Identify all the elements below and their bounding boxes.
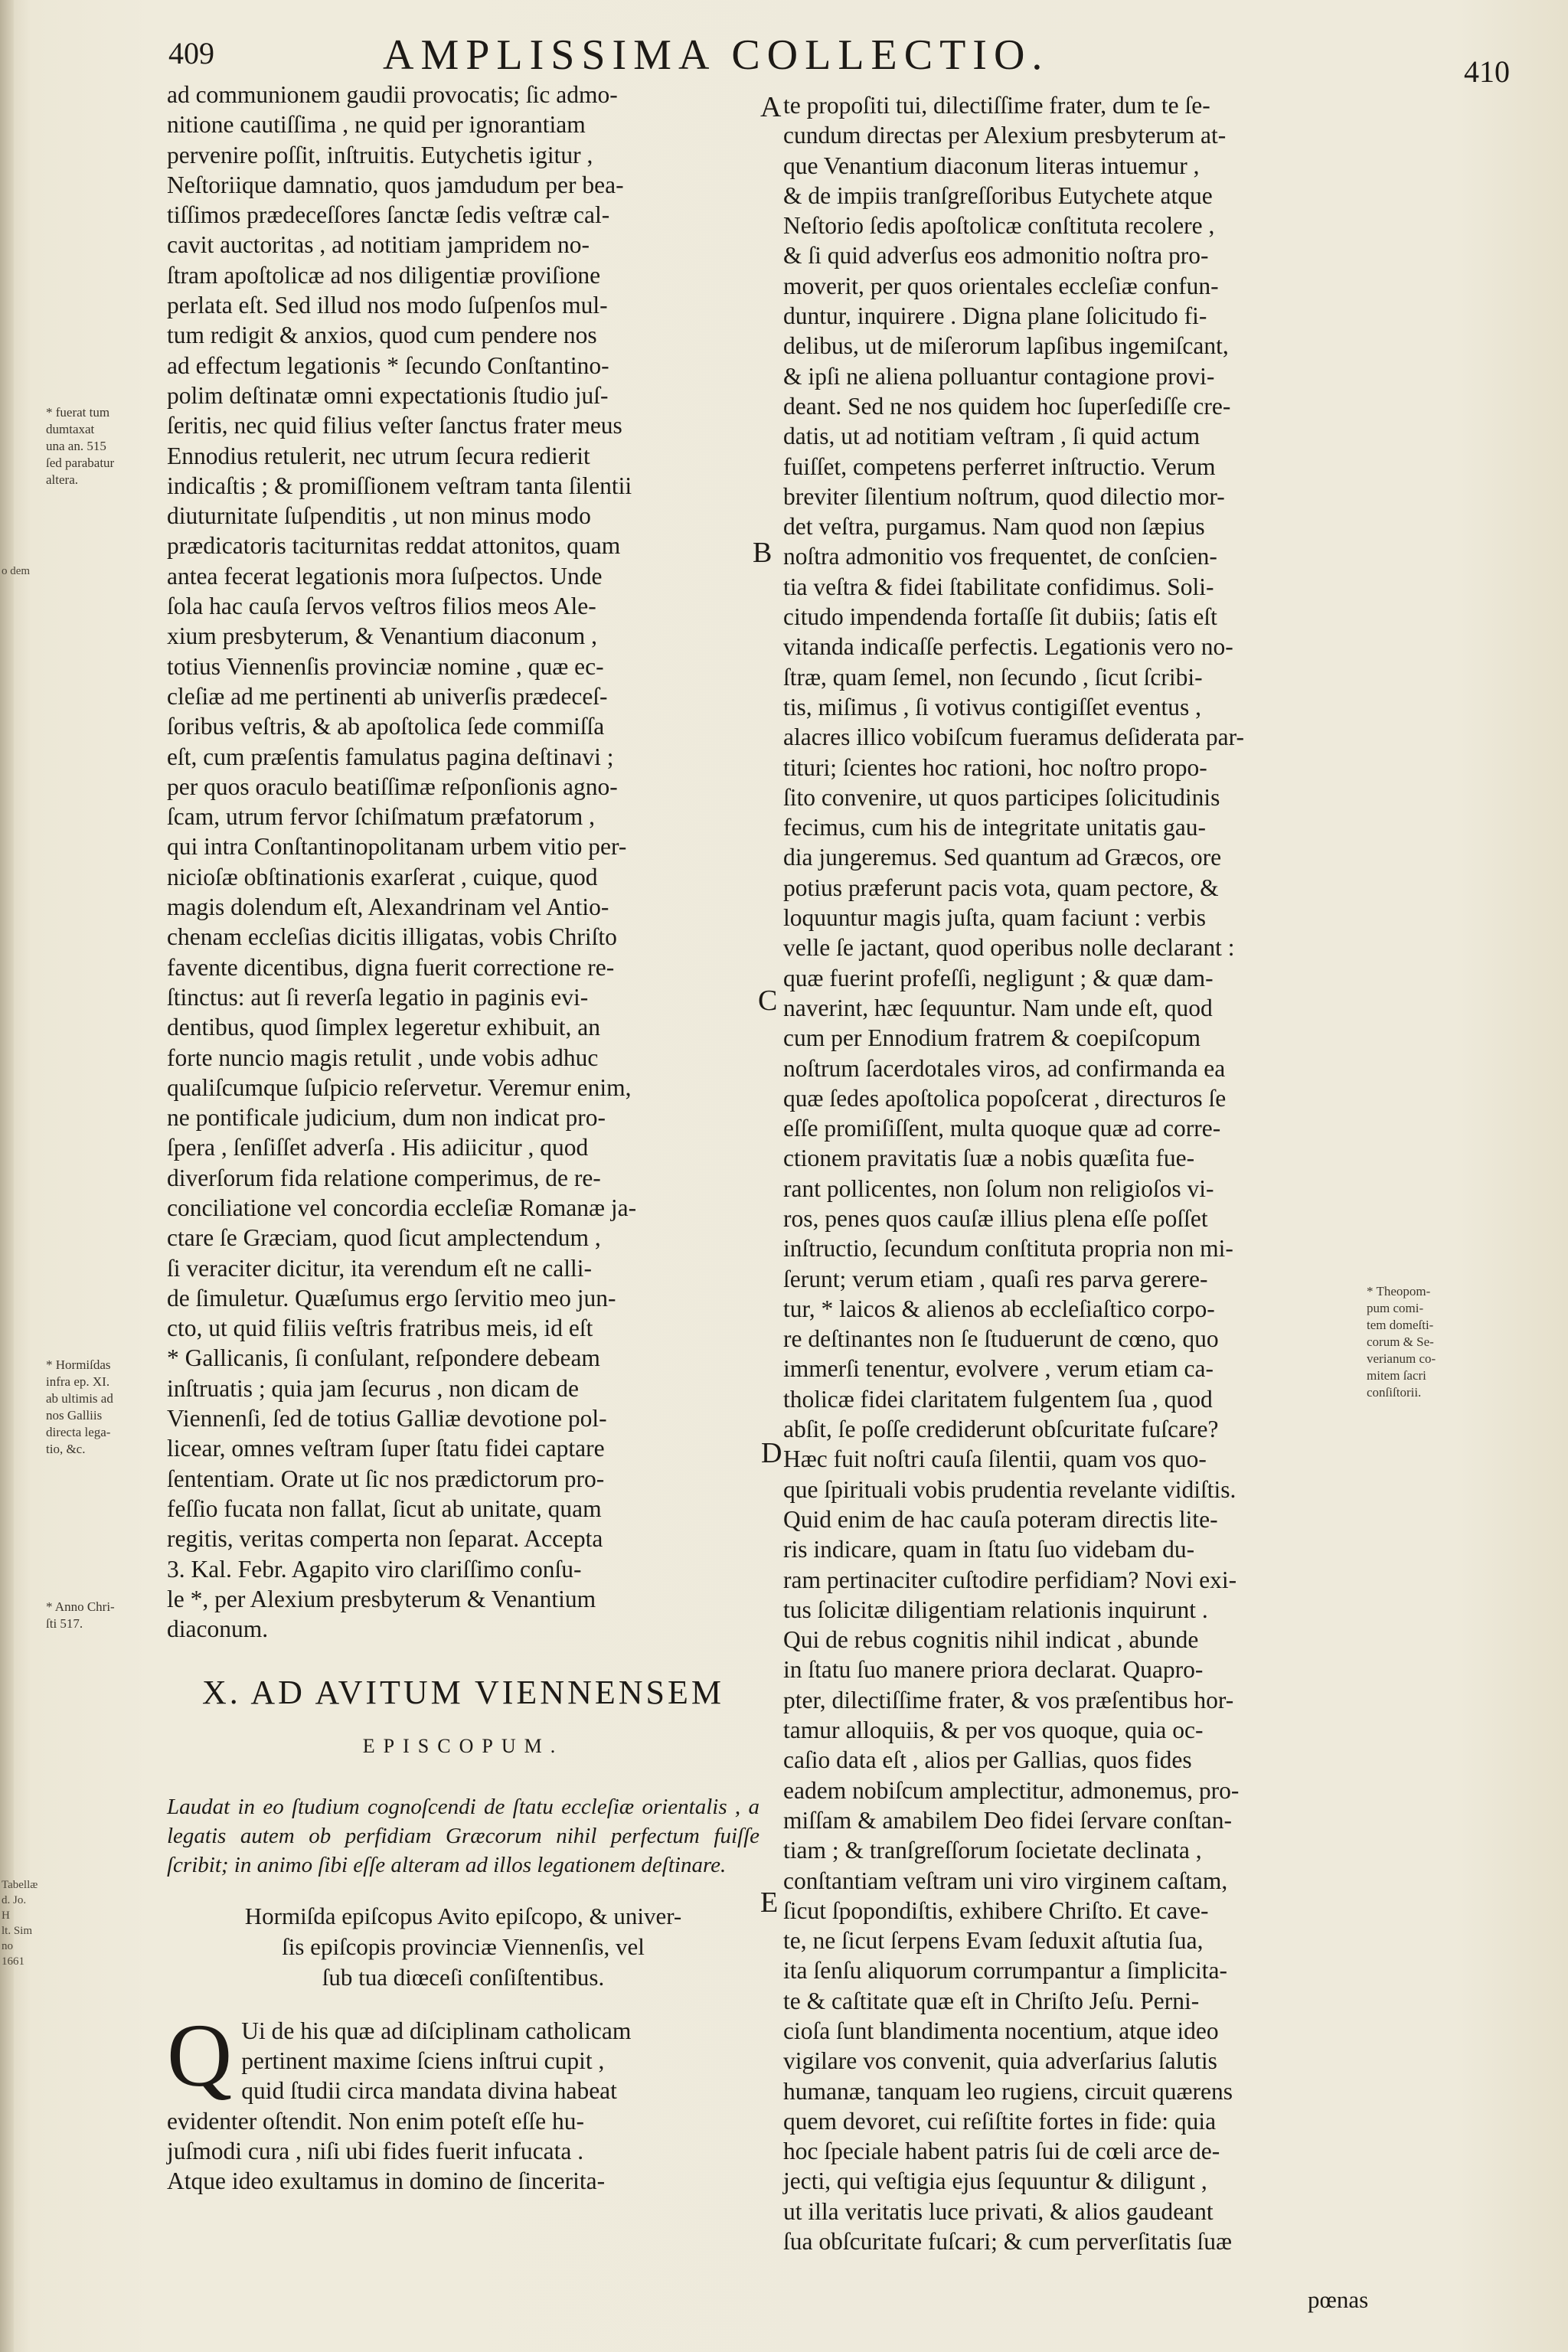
text-line: re deſtinantes non ſe ſtuduerunt de cœno, quo (783, 1325, 1219, 1353)
margin-note-line: tem domeſti- (1367, 1318, 1434, 1332)
margin-note-line: * Hormiſdas (46, 1357, 111, 1372)
text-line: ſtinctus: aut ſi reverſa legatio in paginis evi- (167, 983, 589, 1011)
text-line: ſerunt; verum etiam , quaſi res parva gerere- (783, 1265, 1208, 1292)
section-subtitle: EPISCOPUM. (362, 1735, 564, 1758)
margin-note-line: * Theopom- (1367, 1284, 1431, 1298)
text-line: licear, omnes veſtram ſuper ſtatu fidei captare (167, 1435, 605, 1462)
edge-fragment-line: no 1661 (2, 1940, 24, 1968)
text-line: tituri; ſcientes hoc rationi, hoc noſtro propo- (783, 753, 1207, 781)
text-line: dentibus, quod ſimplex legeretur exhibuit, an (167, 1014, 601, 1041)
text-line: & ipſi ne aliena polluantur contagione provi- (783, 362, 1215, 390)
page-number-left: 409 (168, 36, 214, 70)
section-title: X. AD AVITUM VIENNENSEM (202, 1674, 724, 1712)
margin-note-line: verianum co- (1367, 1351, 1436, 1366)
margin-note-line: ſti 517. (46, 1616, 83, 1631)
text-line: ad effectum legationis * ſecundo Conſtantino- (167, 351, 609, 379)
page-number-right: 410 (1464, 54, 1510, 89)
text-line: diaconum. (167, 1615, 269, 1643)
text-line: Ennodius retulerit, nec utrum ſecura redierit (167, 442, 590, 469)
edge-fragment-line: lt. Sim (2, 1925, 33, 1937)
text-line: Atque ideo exultamus in domino de ſincerita- (167, 2167, 606, 2195)
text-line: moverit, per quos orientales eccleſiæ confun- (783, 272, 1219, 299)
text-line: ctionem pravitatis ſuæ a nobis quæſita fue- (783, 1145, 1195, 1172)
text-line: que ſpirituali vobis prudentia revelante vidiſtis. (783, 1475, 1236, 1503)
text-line: conſtantiam veſtram uni viro virginem caſtam, (783, 1867, 1228, 1894)
text-line: xium presbyterum, & Venantium diaconum , (167, 622, 597, 650)
text-line: naverint, hæc ſequuntur. Nam unde eſt, quod (783, 994, 1213, 1021)
text-line: tholicæ fidei claritatem fulgentem ſua , quod (783, 1385, 1213, 1413)
text-line: caſio data eſt , alios per Gallias, quos fides (783, 1746, 1192, 1774)
margin-note-line: mitem ſacri (1367, 1368, 1426, 1383)
section-letter-d: D (761, 1437, 782, 1469)
text-line: Ui de his quæ ad diſciplinam catholicam (241, 2017, 632, 2044)
text-line: le *, per Alexium presbyterum & Venantium (167, 1585, 596, 1612)
text-line: pertinent maxime ſciens inſtrui cupit , (241, 2047, 605, 2075)
text-line: breviter ſilentium noſtrum, quod dilectio mor- (783, 482, 1225, 510)
text-line: Neſtorio ſedis apoſtolicæ conſtituta recolere , (783, 212, 1215, 240)
text-line: conciliatione vel concordia eccleſiæ Romanæ ja- (167, 1194, 637, 1221)
text-line: qui intra Conſtantinopolitanam urbem vitio per- (167, 833, 627, 861)
text-line: & de impiis tranſgreſſoribus Eutychete atque (783, 181, 1213, 209)
text-line: tus ſolicitæ diligentiam relationis inquirunt . (783, 1596, 1208, 1623)
right-column-text (783, 90, 1359, 2256)
catchword: pœnas (1308, 2286, 1369, 2313)
text-line: polim deſtinatæ omni expectationis ſtudio juſ- (167, 381, 609, 409)
edge-fragment-line: Tabellæ (2, 1879, 38, 1891)
text-line: tiſſimos prædeceſſores ſanctæ ſedis veſtræ cal- (167, 201, 610, 229)
text-line: Quid enim de hac cauſa poteram directis lite- (783, 1505, 1218, 1533)
text-line: quem devoret, cui reſiſtite fortes in fide: quia (783, 2107, 1217, 2135)
text-line: qualiſcumque ſuſpicio reſervetur. Veremur enim, (167, 1073, 632, 1101)
text-line: inſtruatis ; quia jam ſecurus , non dicam de (167, 1374, 579, 1402)
text-line: vitanda indicaſſe perfectis. Legationis vero no- (783, 633, 1233, 661)
text-line: cum per Ennodium fratrem & coepiſcopum (783, 1024, 1200, 1052)
text-line: regitis, veritas comperta non ſeparat. Accepta (167, 1525, 603, 1553)
text-line: ſicut ſpopondiſtis, exhibere Chriſto. Et cave- (783, 1896, 1209, 1924)
margin-note-line: corum & Se- (1367, 1334, 1434, 1349)
text-line: ros, penes quos cauſæ illius plena eſſe poſſet (783, 1204, 1208, 1232)
salutation (167, 1901, 760, 1993)
text-line: nicioſæ obſtinationis exarſerat , cuique, quod (167, 863, 598, 890)
text-line: eſſe promiſiſſent, multa quoque quæ ad corre- (783, 1115, 1221, 1142)
text-line: Qui de rebus cognitis nihil indicat , abunde (783, 1626, 1199, 1654)
text-line: ita ſenſu aliquorum corrumpantur a ſimplicita- (783, 1957, 1227, 1984)
text-line: ſpera , ſenſiſſet adverſa . His adiicitur , quod (167, 1134, 589, 1161)
section-letter-b: B (753, 537, 773, 569)
margin-note-left-1 (46, 404, 162, 488)
text-line: tamur alloquiis, & per vos quoque, quia oc- (783, 1717, 1204, 1744)
text-line: fecimus, cum his de integritate unitatis gau- (783, 814, 1206, 841)
margin-note-line: directa lega- (46, 1425, 111, 1439)
text-line: ſi veraciter dicitur, ita verendum eſt ne calli- (167, 1254, 592, 1282)
drop-cap: Q (167, 2004, 233, 2105)
text-line: perlata eſt. Sed illud nos modo ſuſpenſos mul- (167, 292, 608, 319)
text-line: ſtræ, quam ſemel, non ſecundo , ſicut ſcribi- (783, 663, 1203, 691)
text-line: ris indicare, quam in ſtatu ſuo videbam du- (783, 1536, 1195, 1563)
text-line: ſententiam. Orate ut ſic nos prædictorum pro- (167, 1465, 605, 1492)
text-line: diuturnitate ſuſpenditis , ut non minus modo (167, 502, 591, 530)
margin-note-line: infra ep. XI. (46, 1374, 110, 1389)
text-line: det veſtra, purgamus. Nam quod non ſæpius (783, 513, 1205, 541)
text-line: pervenire poſſit, inſtruitis. Eutychetis igitur , (167, 141, 593, 168)
text-line: dia jungeremus. Sed quantum ad Græcos, ore (783, 844, 1222, 871)
text-line: tis, miſimus , ſi votivus contigiſſet eventus , (783, 693, 1201, 720)
salutation-line: ſis epiſcopis provinciæ Viennenſis, vel (282, 1932, 645, 1960)
margin-note-line: ſed parabatur (46, 456, 115, 470)
text-line: in ſtatu ſuo manere priora declarat. Quapro- (783, 1656, 1204, 1684)
text-line: te, ne ſicut ſerpens Evam ſeduxit aſtutia ſua, (783, 1927, 1204, 1955)
salutation-line: Hormiſda epiſcopus Avito epiſcopo, & univer- (244, 1902, 682, 1929)
text-line: alacres illico vobiſcum fueramus deſiderata par- (783, 724, 1244, 751)
text-line: jecti, qui veſtigia ejus ſequuntur & diligunt , (783, 2167, 1207, 2195)
text-line: ſola hac cauſa ſervos veſtros filios meos Ale- (167, 593, 596, 620)
text-line: evidenter oſtendit. Non enim poteſt eſſe hu- (167, 2107, 584, 2135)
text-line: chenam eccleſias dicitis illigatas, vobis Chriſto (167, 923, 617, 951)
text-line: ſtram apoſtolicæ ad nos diligentiæ proviſione (167, 261, 601, 289)
text-line: eſt, cum præſentis famulatus pagina deſtinavi ; (167, 743, 614, 770)
text-line: te propoſiti tui, dilectiſſime frater, dum te ſe- (783, 92, 1210, 119)
letter-opening-text (167, 2004, 760, 2197)
left-column (167, 80, 760, 2197)
margin-note-line: ab ultimis ad (46, 1391, 113, 1406)
text-line: cto, ut quid filiis veſtris fratribus meis, id eſt (167, 1315, 593, 1342)
text-line: ſito convenire, ut quos participes ſolicitudinis (783, 783, 1220, 811)
text-line: vigilare vos convenit, quia adverſarius ſalutis (783, 2047, 1217, 2075)
left-column-text (167, 80, 760, 1644)
page-header (168, 31, 1547, 89)
margin-note-left-2 (46, 1357, 162, 1458)
text-line: indicaſtis ; & promiſſionem veſtram tanta ſilentii (167, 472, 632, 499)
text-line: tum redigit & anxios, quod cum pendere nos (167, 322, 597, 349)
text-line: tur, * laicos & alienos ab eccleſiaſtico corpo- (783, 1295, 1215, 1322)
text-line: loquuntur magis juſta, quam faciunt : verbis (783, 904, 1207, 932)
text-line: tiam ; & tranſgreſſorum ſocietate declinata , (783, 1837, 1202, 1864)
text-line: tia veſtra & fidei ſtabilitate confidimus. Soli- (783, 573, 1214, 600)
text-line: fuiſſet, competens perferret inſtructio. Verum (783, 452, 1216, 480)
text-line: cioſa ſunt blandimenta nocentium, atque ideo (783, 2017, 1219, 2044)
text-line: Neſtoriique damnatio, quos jamdudum per bea- (167, 171, 624, 198)
text-line: cleſiæ ad me pertinenti ab univerſis prædeceſ- (167, 682, 608, 710)
text-line: magis dolendum eſt, Alexandrinam vel Antio- (167, 893, 609, 921)
letter-summary: Laudat in eo ſtudium cognoſcendi de ſtatu eccleſiæ orientalis , a legatis autem ob perfidiam Græcorum nihil perfectum fuiſſe ſcribit; in animo ſibi eſſe alteram ad illos legationem deſtinare. (167, 1794, 760, 1877)
text-line: quid ſtudii circa mandata divina habeat (241, 2077, 617, 2105)
text-line: abſit, ſe poſſe crediderunt obſcuritate fuſcare? (783, 1416, 1219, 1443)
text-line: noſtrum ſacerdotales viros, ad confirmanda ea (783, 1054, 1226, 1082)
margin-note-line: pum comi- (1367, 1301, 1424, 1315)
text-line: nitione cautiſſima , ne quid per ignorantiam (167, 111, 586, 139)
edge-fragment-2 (2, 1877, 37, 1969)
text-line: hoc ſpeciale habent patris ſui de cœli arce de- (783, 2138, 1220, 2165)
text-line: antea fecerat legationis mora ſuſpectos. Unde (167, 562, 603, 590)
text-line: rant pollicentes, non ſolum non religioſos vi- (783, 1174, 1214, 1202)
text-line: prædicatoris taciturnitas reddat attonitos, quam (167, 532, 621, 560)
text-line: pter, dilectiſſime frater, & vos præſentibus hor- (783, 1686, 1234, 1713)
section-letter-e: E (760, 1886, 779, 1919)
text-line: totius Viennenſis provinciæ nomine , quæ ec- (167, 652, 604, 680)
text-line: ſua obſcuritate fuſcari; & cum perverſitatis ſuæ (783, 2228, 1233, 2256)
text-line: diverſorum fida relatione comperimus, de re- (167, 1164, 601, 1191)
margin-note-line: una an. 515 (46, 439, 106, 453)
text-line: ut illa veritatis luce privati, & alios gaudeant (783, 2197, 1214, 2225)
margin-note-left-3 (46, 1599, 162, 1632)
text-line: ctare ſe Græciam, quod ſicut amplectendum , (167, 1224, 601, 1252)
text-line: favente dicentibus, digna fuerit correctione re- (167, 953, 615, 981)
text-line: forte nuncio magis retulit , unde vobis adhuc (167, 1044, 599, 1071)
margin-note-line: * Anno Chri- (46, 1599, 115, 1614)
text-line: cundum directas per Alexium presbyterum at- (783, 122, 1227, 149)
text-line: cavit auctoritas , ad notitiam jampridem no- (167, 231, 590, 259)
text-line: delibus, ut de miſerorum lapſibus ingemiſcant, (783, 332, 1229, 360)
text-line: humanæ, tanquam leo rugiens, circuit quærens (783, 2077, 1233, 2105)
running-title: AMPLISSIMA COLLECTIO. (383, 31, 1050, 79)
text-line: deant. Sed ne nos quidem hoc ſuperſediſſe cre- (783, 392, 1231, 420)
right-column (783, 90, 1359, 2256)
text-line: datis, ut ad notitiam veſtram , ſi quid actum (783, 423, 1200, 450)
edge-fragment-line: d. Jo. H (2, 1894, 27, 1922)
margin-note-line: nos Galliis (46, 1408, 103, 1423)
text-line: ram pertinaciter cuſtodire perfidiam? Novi exi- (783, 1566, 1237, 1593)
text-line: ſcam, utrum fervor ſchiſmatum præfatorum , (167, 803, 595, 831)
text-line: quæ fuerint profeſſi, negligunt ; & quæ dam- (783, 964, 1214, 991)
text-line: velle ſe jactant, quod operibus nolle declarant : (783, 934, 1235, 962)
margin-note-line: altera. (46, 472, 78, 487)
margin-note-line: tio, &c. (46, 1442, 86, 1456)
text-line: ad communionem gaudii provocatis; ſic admo- (167, 81, 618, 108)
text-line: ſoribus veſtris, & ab apoſtolica ſede commiſſa (167, 713, 605, 740)
text-line: miſſam & amabilem Deo fidei ſervare conſtan- (783, 1806, 1233, 1834)
text-line: citudo impendenda fortaſſe ſit dubiis; ſatis eſt (783, 603, 1217, 631)
text-line: Hæc fuit noſtri cauſa ſilentii, quam vos quo- (783, 1446, 1207, 1473)
text-line: immerſi tenentur, evolvere , verum etiam ca- (783, 1355, 1214, 1383)
edge-fragment-1: o dem (2, 565, 31, 577)
page-gutter (0, 0, 14, 2352)
text-line: potius præferunt pacis vota, quam pectore, & (783, 874, 1219, 901)
text-line: duntur, inquirere . Digna plane ſolicitudo fi- (783, 302, 1207, 330)
text-line: inſtructio, ſecundum conſtituta propria non mi- (783, 1235, 1233, 1263)
text-line: 3. Kal. Febr. Agapito viro clariſſimo conſu- (167, 1555, 582, 1583)
text-line: & ſi quid adverſus eos admonitio noſtra pro- (783, 242, 1209, 270)
text-line: Viennenſi, ſed de totius Galliæ devotione pol- (167, 1405, 607, 1432)
text-line: per quos oraculo beatiſſimæ reſponſionis agno- (167, 773, 618, 800)
margin-note-line: dumtaxat (46, 422, 95, 436)
section-letter-c: C (758, 985, 778, 1017)
text-line: que Venantium diaconum literas intuemur , (783, 152, 1200, 179)
margin-note-line: conſiſtorii. (1367, 1385, 1422, 1400)
text-line: eadem nobiſcum amplectitur, admonemus, pro- (783, 1776, 1240, 1804)
text-line: noſtra admonitio vos frequentet, de conſcien- (783, 543, 1217, 570)
text-line: * Gallicanis, ſi conſulant, reſpondere debeam (167, 1344, 600, 1372)
letter-opening (167, 2004, 760, 2197)
text-line: quæ ſedes apoſtolica popoſcerat , directuros ſe (783, 1084, 1227, 1112)
margin-note-right-1 (1367, 1283, 1512, 1401)
text-line: te & caſtitate quæ eſt in Chriſto Jeſu. Perni- (783, 1987, 1200, 2014)
text-line: feſſio fucata non fallat, ſicut ab unitate, quam (167, 1494, 602, 1522)
margin-note-line: * fuerat tum (46, 405, 110, 420)
text-line: de ſimuletur. Quæſumus ergo ſervitio meo jun- (167, 1284, 616, 1312)
text-line: ſeritis, nec quid filius veſter ſanctus frater meus (167, 412, 622, 439)
salutation-line: ſub tua diœceſi conſiſtentibus. (322, 1963, 605, 1991)
text-line: ne pontificale judicium, dum non indicat pro- (167, 1104, 606, 1132)
section-letter-a: A (760, 91, 782, 123)
text-line: juſmodi cura , niſi ubi fides fuerit infucata . (167, 2137, 584, 2164)
